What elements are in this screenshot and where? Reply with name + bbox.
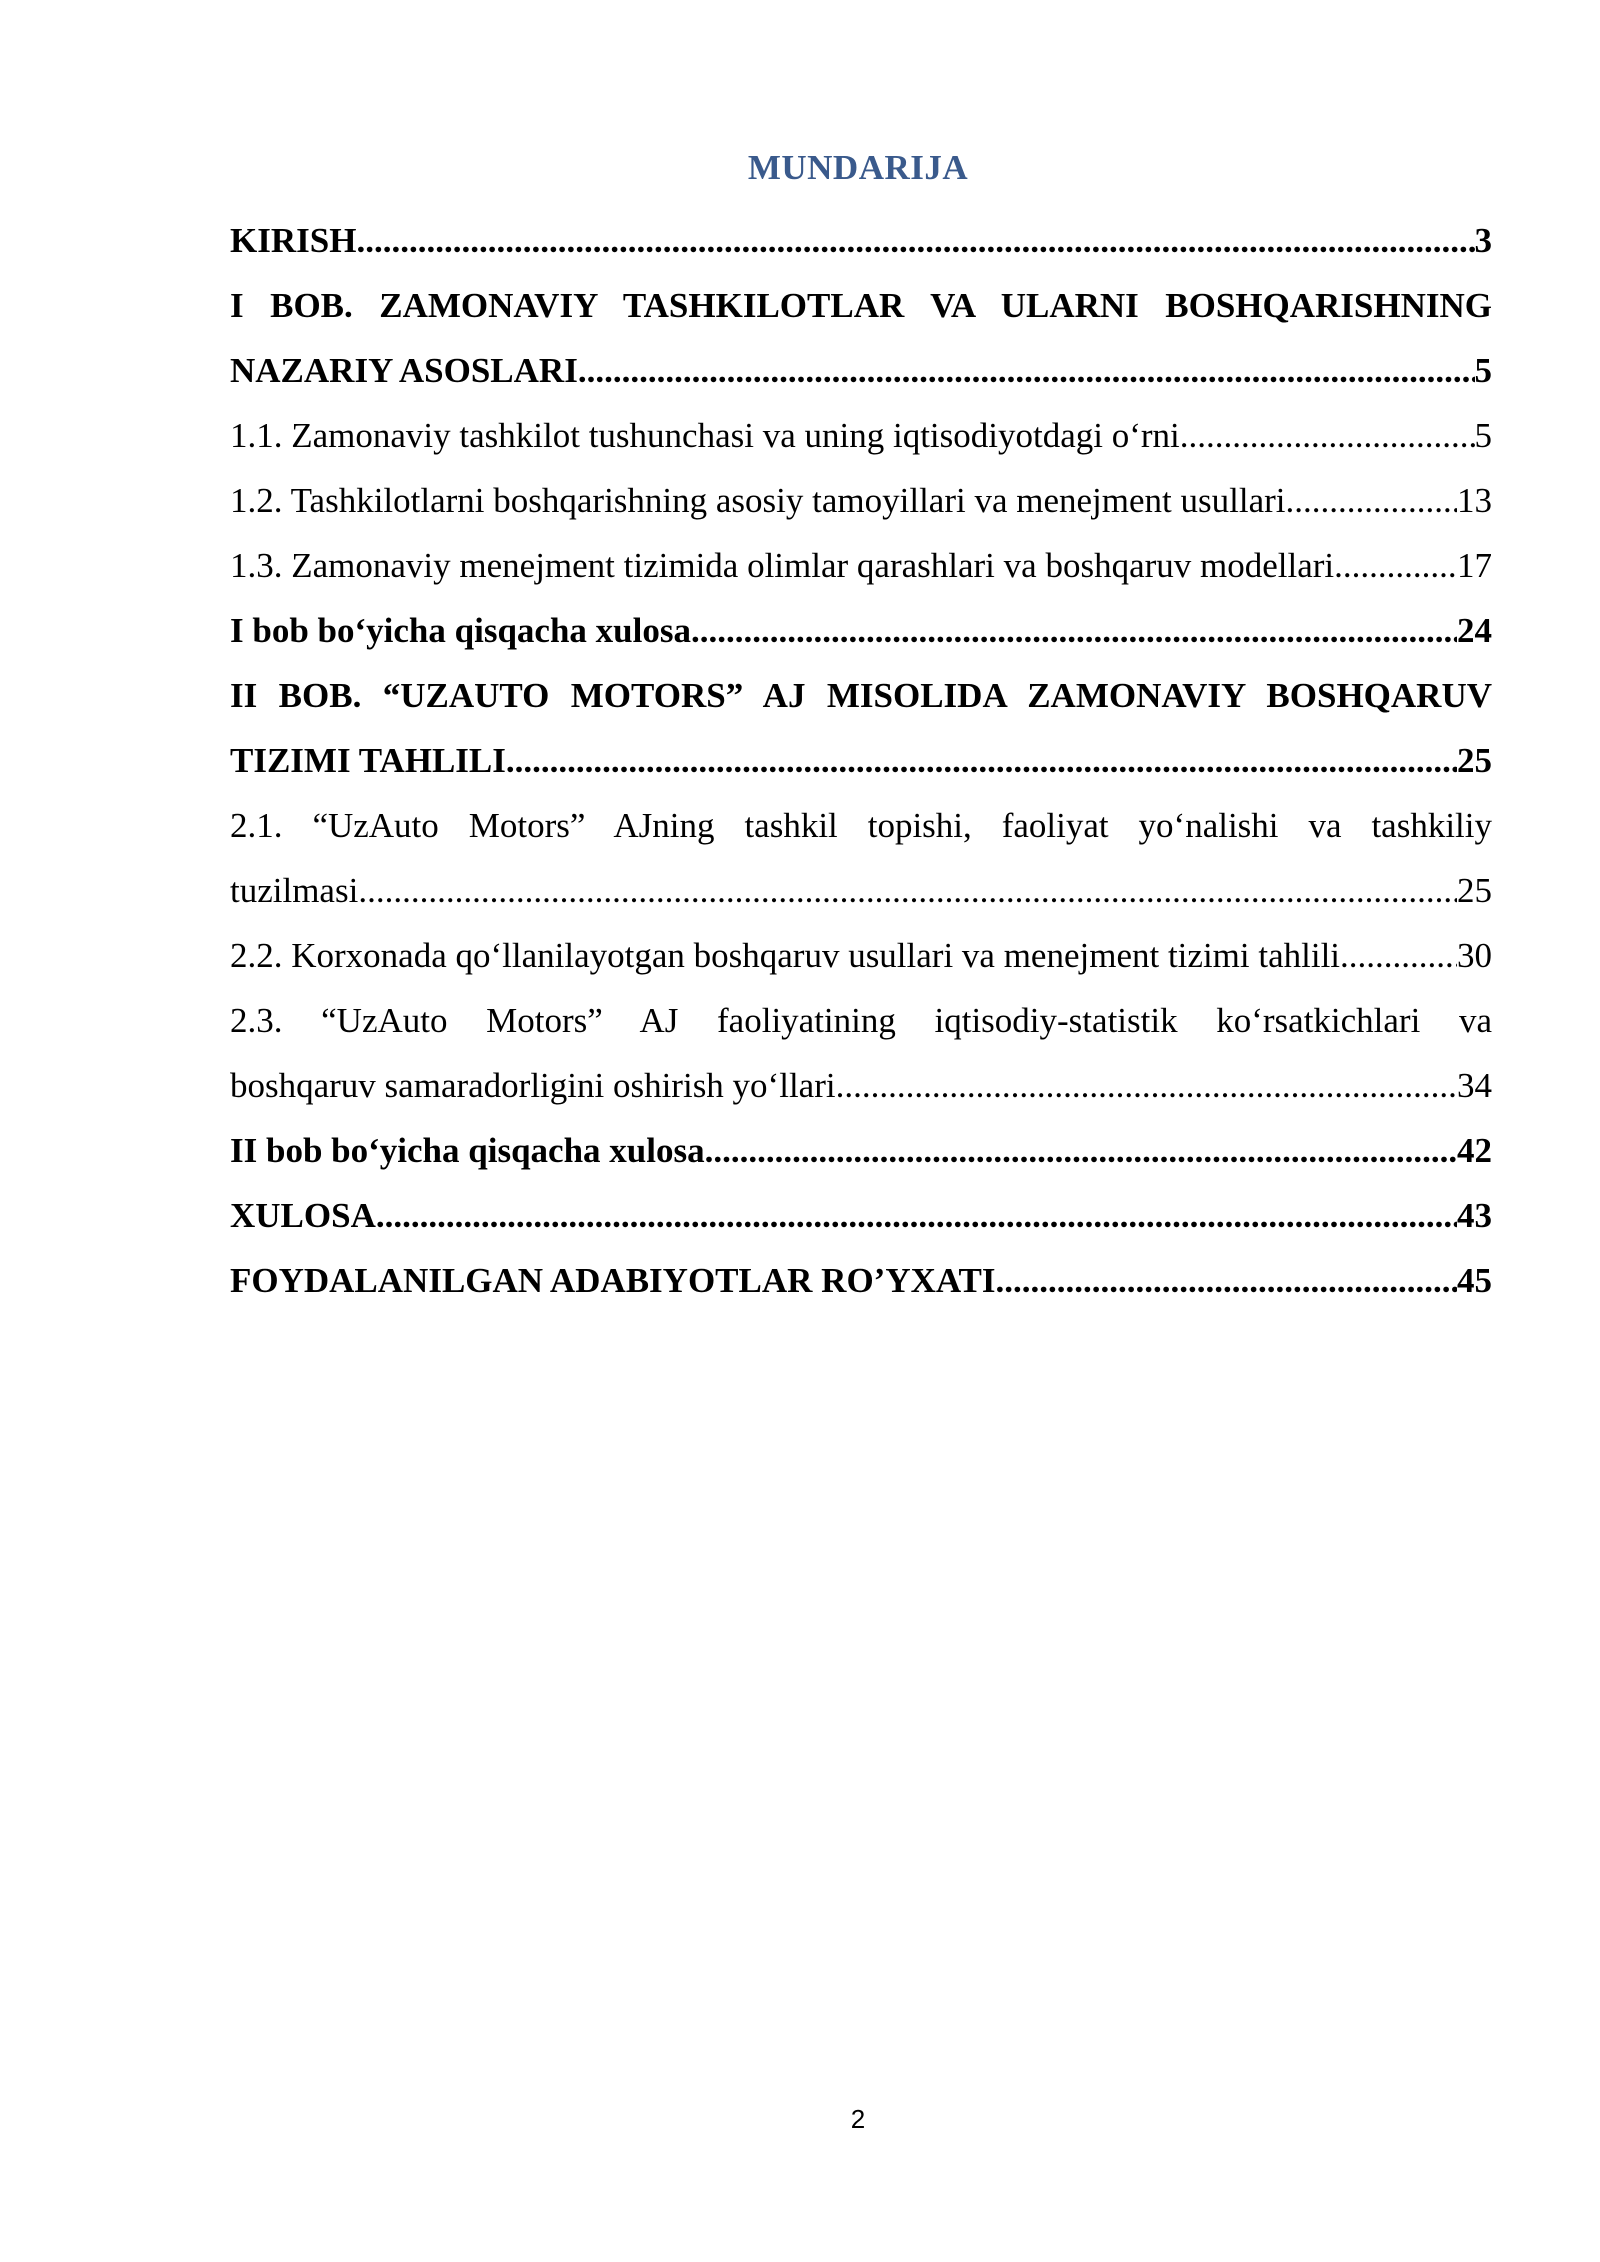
toc-entry-page: 24	[1457, 611, 1492, 650]
toc-entry-page: 5	[1474, 351, 1492, 390]
toc-entry-page: 13	[1457, 481, 1492, 520]
page-number: 2	[850, 2104, 866, 2134]
toc-entry-section-2-1-line-1[interactable]: 2.1. “UzAuto Motors” AJning tashkil topishi, faoliyat yo‘nalishi va tashkiliy	[230, 806, 1492, 845]
toc-leader-dots	[506, 728, 1457, 793]
toc-entry-chapter-1[interactable]	[230, 338, 1492, 403]
toc-entry-label: XULOSA	[230, 1196, 376, 1235]
toc-entry-page: 3	[1474, 221, 1492, 260]
toc-leader-dots	[1334, 533, 1457, 598]
toc-leader-dots	[836, 1053, 1457, 1118]
toc-entry-label: 2.2. Korxonada qo‘llanilayotgan boshqaruv usullari va menejment tizimi tahlili	[230, 936, 1341, 975]
toc-entry-section-1-3[interactable]	[230, 533, 1492, 598]
toc-entry-chapter-2-summary[interactable]	[230, 1118, 1492, 1183]
toc-entry-label: 1.3. Zamonaviy menejment tizimida olimlar qarashlari va boshqaruv modellari	[230, 546, 1335, 585]
toc-entry-page: 25	[1457, 871, 1492, 910]
page-title: MUNDARIJA	[747, 148, 969, 187]
toc-entry-chapter-2-line-1[interactable]: II BOB. “UZAUTO MOTORS” AJ MISOLIDA ZAMONAVIY BOSHQARUV	[230, 676, 1492, 715]
toc-entry-section-2-2[interactable]	[230, 923, 1492, 988]
toc-entry-label: boshqaruv samaradorligini oshirish yo‘llari	[230, 1066, 836, 1105]
toc-entry-xulosa[interactable]	[230, 1183, 1492, 1248]
toc-leader-dots	[1286, 468, 1458, 533]
toc-entry-label: tuzilmasi	[230, 871, 359, 910]
toc-entry-label: I bob bo‘yicha qisqacha xulosa	[230, 611, 691, 650]
toc-entry-label: KIRISH	[230, 221, 357, 260]
toc-entry-chapter-1-line-1[interactable]: I BOB. ZAMONAVIY TASHKILOTLAR VA ULARNI BOSHQARISHNING	[230, 286, 1492, 325]
toc-entry-label: FOYDALANILGAN ADABIYOTLAR RO’YXATI	[230, 1261, 996, 1300]
toc-leader-dots	[1180, 403, 1475, 468]
toc-entry-section-2-1[interactable]	[230, 858, 1492, 923]
toc-leader-dots	[705, 1118, 1457, 1183]
toc-leader-dots	[376, 1183, 1457, 1248]
toc-entry-page: 5	[1474, 416, 1492, 455]
toc-entry-literature[interactable]	[230, 1248, 1492, 1313]
toc-entry-section-2-3[interactable]	[230, 1053, 1492, 1118]
toc-entry-page: 34	[1457, 1066, 1492, 1105]
toc-leader-dots	[578, 338, 1475, 403]
toc-leader-dots	[1340, 923, 1457, 988]
toc-entry-label: 1.2. Tashkilotlarni boshqarishning asosiy tamoyillari va menejment usullari	[230, 481, 1286, 520]
toc-leader-dots	[358, 858, 1457, 923]
toc-entry-page: 45	[1457, 1261, 1492, 1300]
toc-entry-label: NAZARIY ASOSLARI	[230, 351, 578, 390]
table-of-contents	[230, 208, 1492, 1313]
toc-entry-page: 42	[1457, 1131, 1492, 1170]
toc-leader-dots	[996, 1248, 1457, 1313]
toc-entry-page: 25	[1457, 741, 1492, 780]
toc-entry-label: TIZIMI TAHLILI	[230, 741, 506, 780]
toc-entry-page: 30	[1457, 936, 1492, 975]
toc-entry-label: 1.1. Zamonaviy tashkilot tushunchasi va uning iqtisodiyotdagi o‘rni	[230, 416, 1180, 455]
toc-entry-chapter-2[interactable]	[230, 728, 1492, 793]
toc-entry-section-1-1[interactable]	[230, 403, 1492, 468]
toc-entry-label: II bob bo‘yicha qisqacha xulosa	[230, 1131, 705, 1170]
toc-leader-dots	[691, 598, 1457, 663]
toc-entry-page: 17	[1457, 546, 1492, 585]
toc-leader-dots	[356, 208, 1474, 273]
toc-entry-page: 43	[1457, 1196, 1492, 1235]
toc-entry-section-2-3-line-1[interactable]: 2.3. “UzAuto Motors” AJ faoliyatining iqtisodiy-statistik ko‘rsatkichlari va	[230, 1001, 1492, 1040]
toc-entry-chapter-1-summary[interactable]	[230, 598, 1492, 663]
toc-entry-section-1-2[interactable]	[230, 468, 1492, 533]
toc-entry-kirish[interactable]	[230, 208, 1492, 273]
